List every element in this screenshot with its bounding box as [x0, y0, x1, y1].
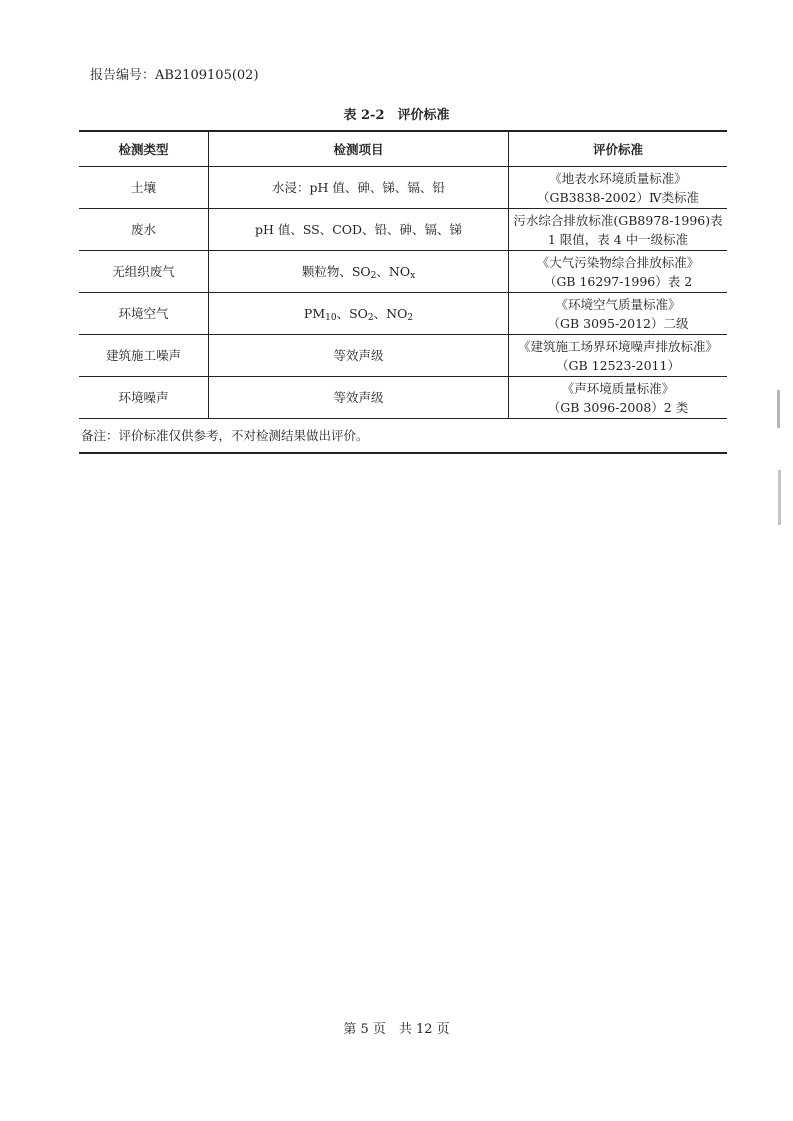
header-test-items: 检测项目: [209, 131, 509, 167]
cell-items: pH 值、SS、COD、铅、砷、镉、锑: [209, 209, 509, 251]
page-footer: [0, 1018, 793, 1037]
header-test-type: 检测类型: [79, 131, 209, 167]
subscript-a: 10: [325, 313, 337, 323]
cell-type: 废水: [79, 209, 209, 251]
subscript-c: 2: [407, 313, 414, 323]
cell-items: [209, 293, 509, 335]
table-header-row: [79, 131, 727, 167]
table-row: [79, 377, 727, 419]
cell-type: 环境空气: [79, 293, 209, 335]
table-row: [79, 167, 727, 209]
report-number: 报告编号：AB2109105(02): [90, 68, 259, 83]
cell-standard: [509, 335, 728, 377]
standard-line-1: 《建筑施工场界环境噪声排放标准》: [517, 338, 718, 354]
cell-type: 土壤: [79, 167, 209, 209]
scan-edge-mark: [777, 390, 780, 428]
table-title: 表 2-2 评价标准: [343, 108, 450, 123]
table-note-row: [79, 419, 727, 454]
cell-standard: [509, 251, 728, 293]
standard-line-2: （GB 3095-2012）二级: [547, 315, 689, 331]
cell-items: [209, 251, 509, 293]
standard-line-2: （GB 16297-1996）表 2: [543, 273, 693, 289]
header-standard: 评价标准: [509, 131, 728, 167]
items-text-a: 颗粒物、SO: [301, 264, 371, 279]
page-number: 第 5 页: [343, 1022, 386, 1037]
cell-standard: [509, 167, 728, 209]
standard-line-1: 《地表水环境质量标准》: [549, 170, 687, 186]
standard-line-1: 《大气污染物综合排放标准》: [536, 254, 700, 270]
cell-items: 等效声级: [209, 335, 509, 377]
standard-line-2: （GB 12523-2011）: [556, 357, 680, 373]
table-note: 备注：评价标准仅供参考，不对检测结果做出评价。: [79, 419, 727, 454]
scan-edge-mark: [778, 470, 781, 525]
cell-standard: [509, 293, 728, 335]
standard-line-1: 《声环境质量标准》: [561, 380, 675, 396]
items-text-c: 、NO: [373, 306, 408, 321]
table-row: [79, 251, 727, 293]
cell-standard: [509, 377, 728, 419]
cell-type: 建筑施工噪声: [79, 335, 209, 377]
cell-items: 水浸：pH 值、砷、锑、镉、铅: [209, 167, 509, 209]
evaluation-standards-table: [79, 130, 727, 454]
page-total: 共 12 页: [398, 1022, 450, 1037]
standard-line-1: 污水综合排放标准(GB8978-1996)表: [513, 212, 723, 228]
table-row: [79, 209, 727, 251]
table-row: [79, 335, 727, 377]
cell-items: 等效声级: [209, 377, 509, 419]
subscript-b: 2: [367, 313, 374, 323]
table-row: [79, 293, 727, 335]
subscript-b: x: [410, 271, 416, 281]
cell-type: 无组织废气: [79, 251, 209, 293]
subscript-a: 2: [370, 271, 377, 281]
cell-standard: [509, 209, 728, 251]
standard-line-2: （GB 3096-2008）2 类: [547, 399, 689, 415]
items-text-b: 、NO: [376, 264, 411, 279]
standard-line-2: （GB3838-2002）Ⅳ类标准: [536, 189, 699, 205]
standard-line-2: 1 限值，表 4 中一级标准: [547, 231, 689, 247]
cell-type: 环境噪声: [79, 377, 209, 419]
standard-line-1: 《环境空气质量标准》: [555, 296, 681, 312]
items-text-b: 、SO: [336, 306, 368, 321]
items-text-a: PM: [303, 306, 326, 321]
